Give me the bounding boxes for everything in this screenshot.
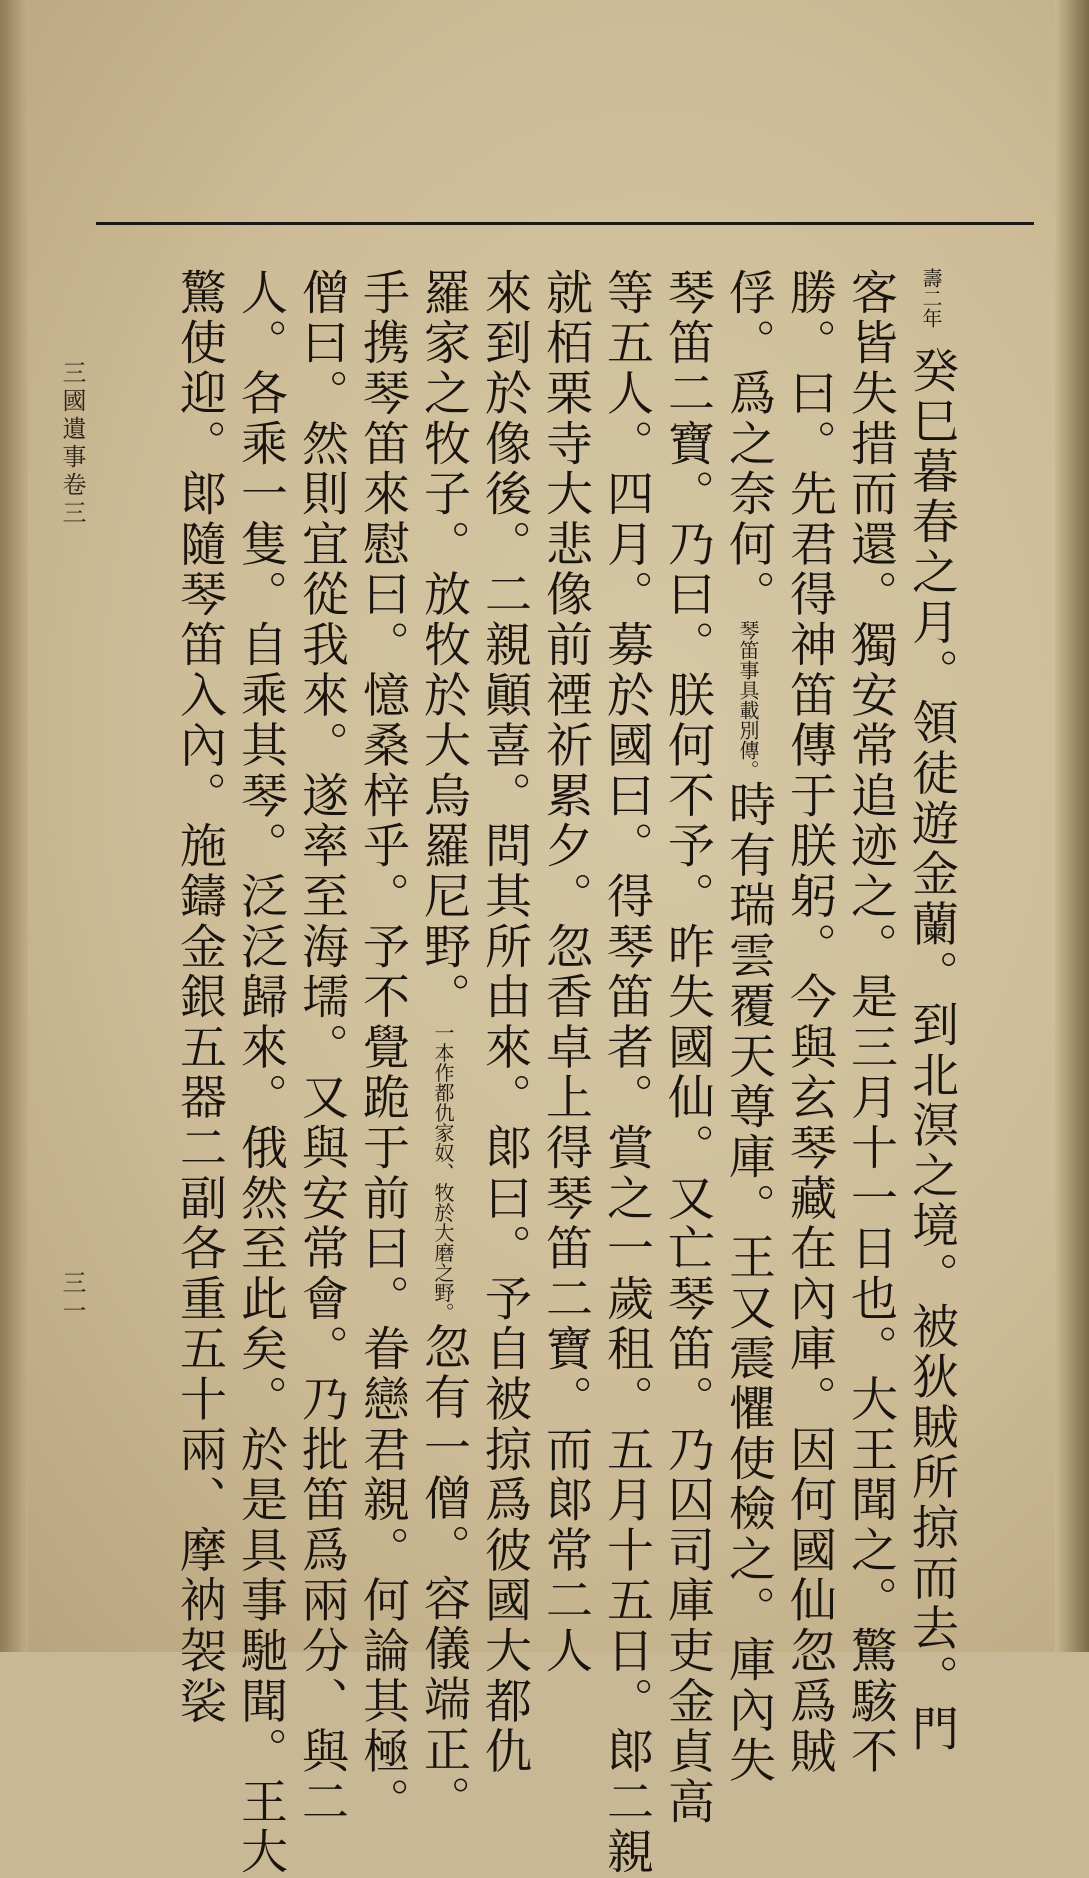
text-column-6	[598, 268, 654, 1878]
column-text: 忽有一僧。容儀端正。	[416, 1322, 471, 1826]
column-text: 手携琴笛來慰曰。憶桑梓乎。予不覺跪于前曰。眷戀君親。何論其極。	[355, 268, 410, 1828]
column-text: 癸巳暮春之月。領徒遊金蘭。到北溟之境。被狄賊所掠而去。門	[904, 346, 959, 1755]
text-column-1	[903, 268, 959, 1755]
text-column-5	[659, 268, 715, 1827]
text-column-2	[842, 268, 898, 1777]
column-text-before: 羅家之牧子。放牧於大烏羅尼野。	[416, 268, 471, 1023]
column-text: 人。各乘一隻。自乘其琴。泛泛歸來。俄然至此矣。於是具事馳聞。王大	[233, 268, 288, 1878]
column-text-before: 俘。爲之奈何。	[721, 268, 776, 621]
text-column-12	[232, 268, 288, 1878]
column-text: 就栢栗寺大悲像前禋祈累夕。忽香卓上得琴笛二寶。而郞常二人	[538, 268, 593, 1677]
page-edge-right	[1055, 0, 1089, 1652]
column-text: 客皆失措而還。獨安常追迹之。是三月十一日也。大王聞之。驚駭不	[843, 268, 898, 1777]
header-rule	[96, 222, 1034, 225]
text-column-7	[537, 268, 593, 1676]
text-column-3	[781, 268, 837, 1777]
inline-note: 一本作都仇家奴、牧於大磨之野。	[431, 1022, 455, 1323]
column-text: 驚使迎。郞隨琴笛入內。施鑄金銀五器二副各重五十兩、摩衲袈裟	[172, 268, 227, 1727]
page-number: 三一	[58, 1270, 86, 1326]
column-text: 時有瑞雲覆天尊庫。王又震懼使檢之。庫內失	[721, 780, 776, 1787]
running-title: 三國遺事卷三	[58, 360, 86, 528]
text-column-11	[293, 268, 349, 1827]
text-column-8	[476, 268, 532, 1777]
inline-note: 琴笛事具載別傳。	[736, 620, 760, 781]
page-edge-left	[0, 0, 28, 1652]
column-text: 來到於像後。二親顚喜。問其所由來。郞曰。予自被掠爲彼國大都仇	[477, 268, 532, 1777]
column-text: 勝。曰。先君得神笛傳于朕躬。今與玄琴藏在內庫。因何國仙忽爲賊	[782, 268, 837, 1777]
column-text: 等五人。四月。募於國曰。得琴笛者。賞之一歲租。五月十五日。郞二親	[599, 268, 654, 1878]
inline-note: 壽二年	[919, 268, 943, 328]
text-column-9	[415, 268, 471, 1826]
column-text: 僧曰。然則宜從我來。遂率至海壖。又與安常會。乃批笛爲兩分、與二	[294, 268, 349, 1828]
text-column-4	[720, 268, 776, 1786]
text-column-10	[354, 268, 410, 1827]
column-text: 琴笛二寶。乃曰。朕何不予。昨失國仙。又亡琴笛。乃囚司庫吏金貞高	[660, 268, 715, 1828]
text-column-13	[171, 268, 227, 1727]
